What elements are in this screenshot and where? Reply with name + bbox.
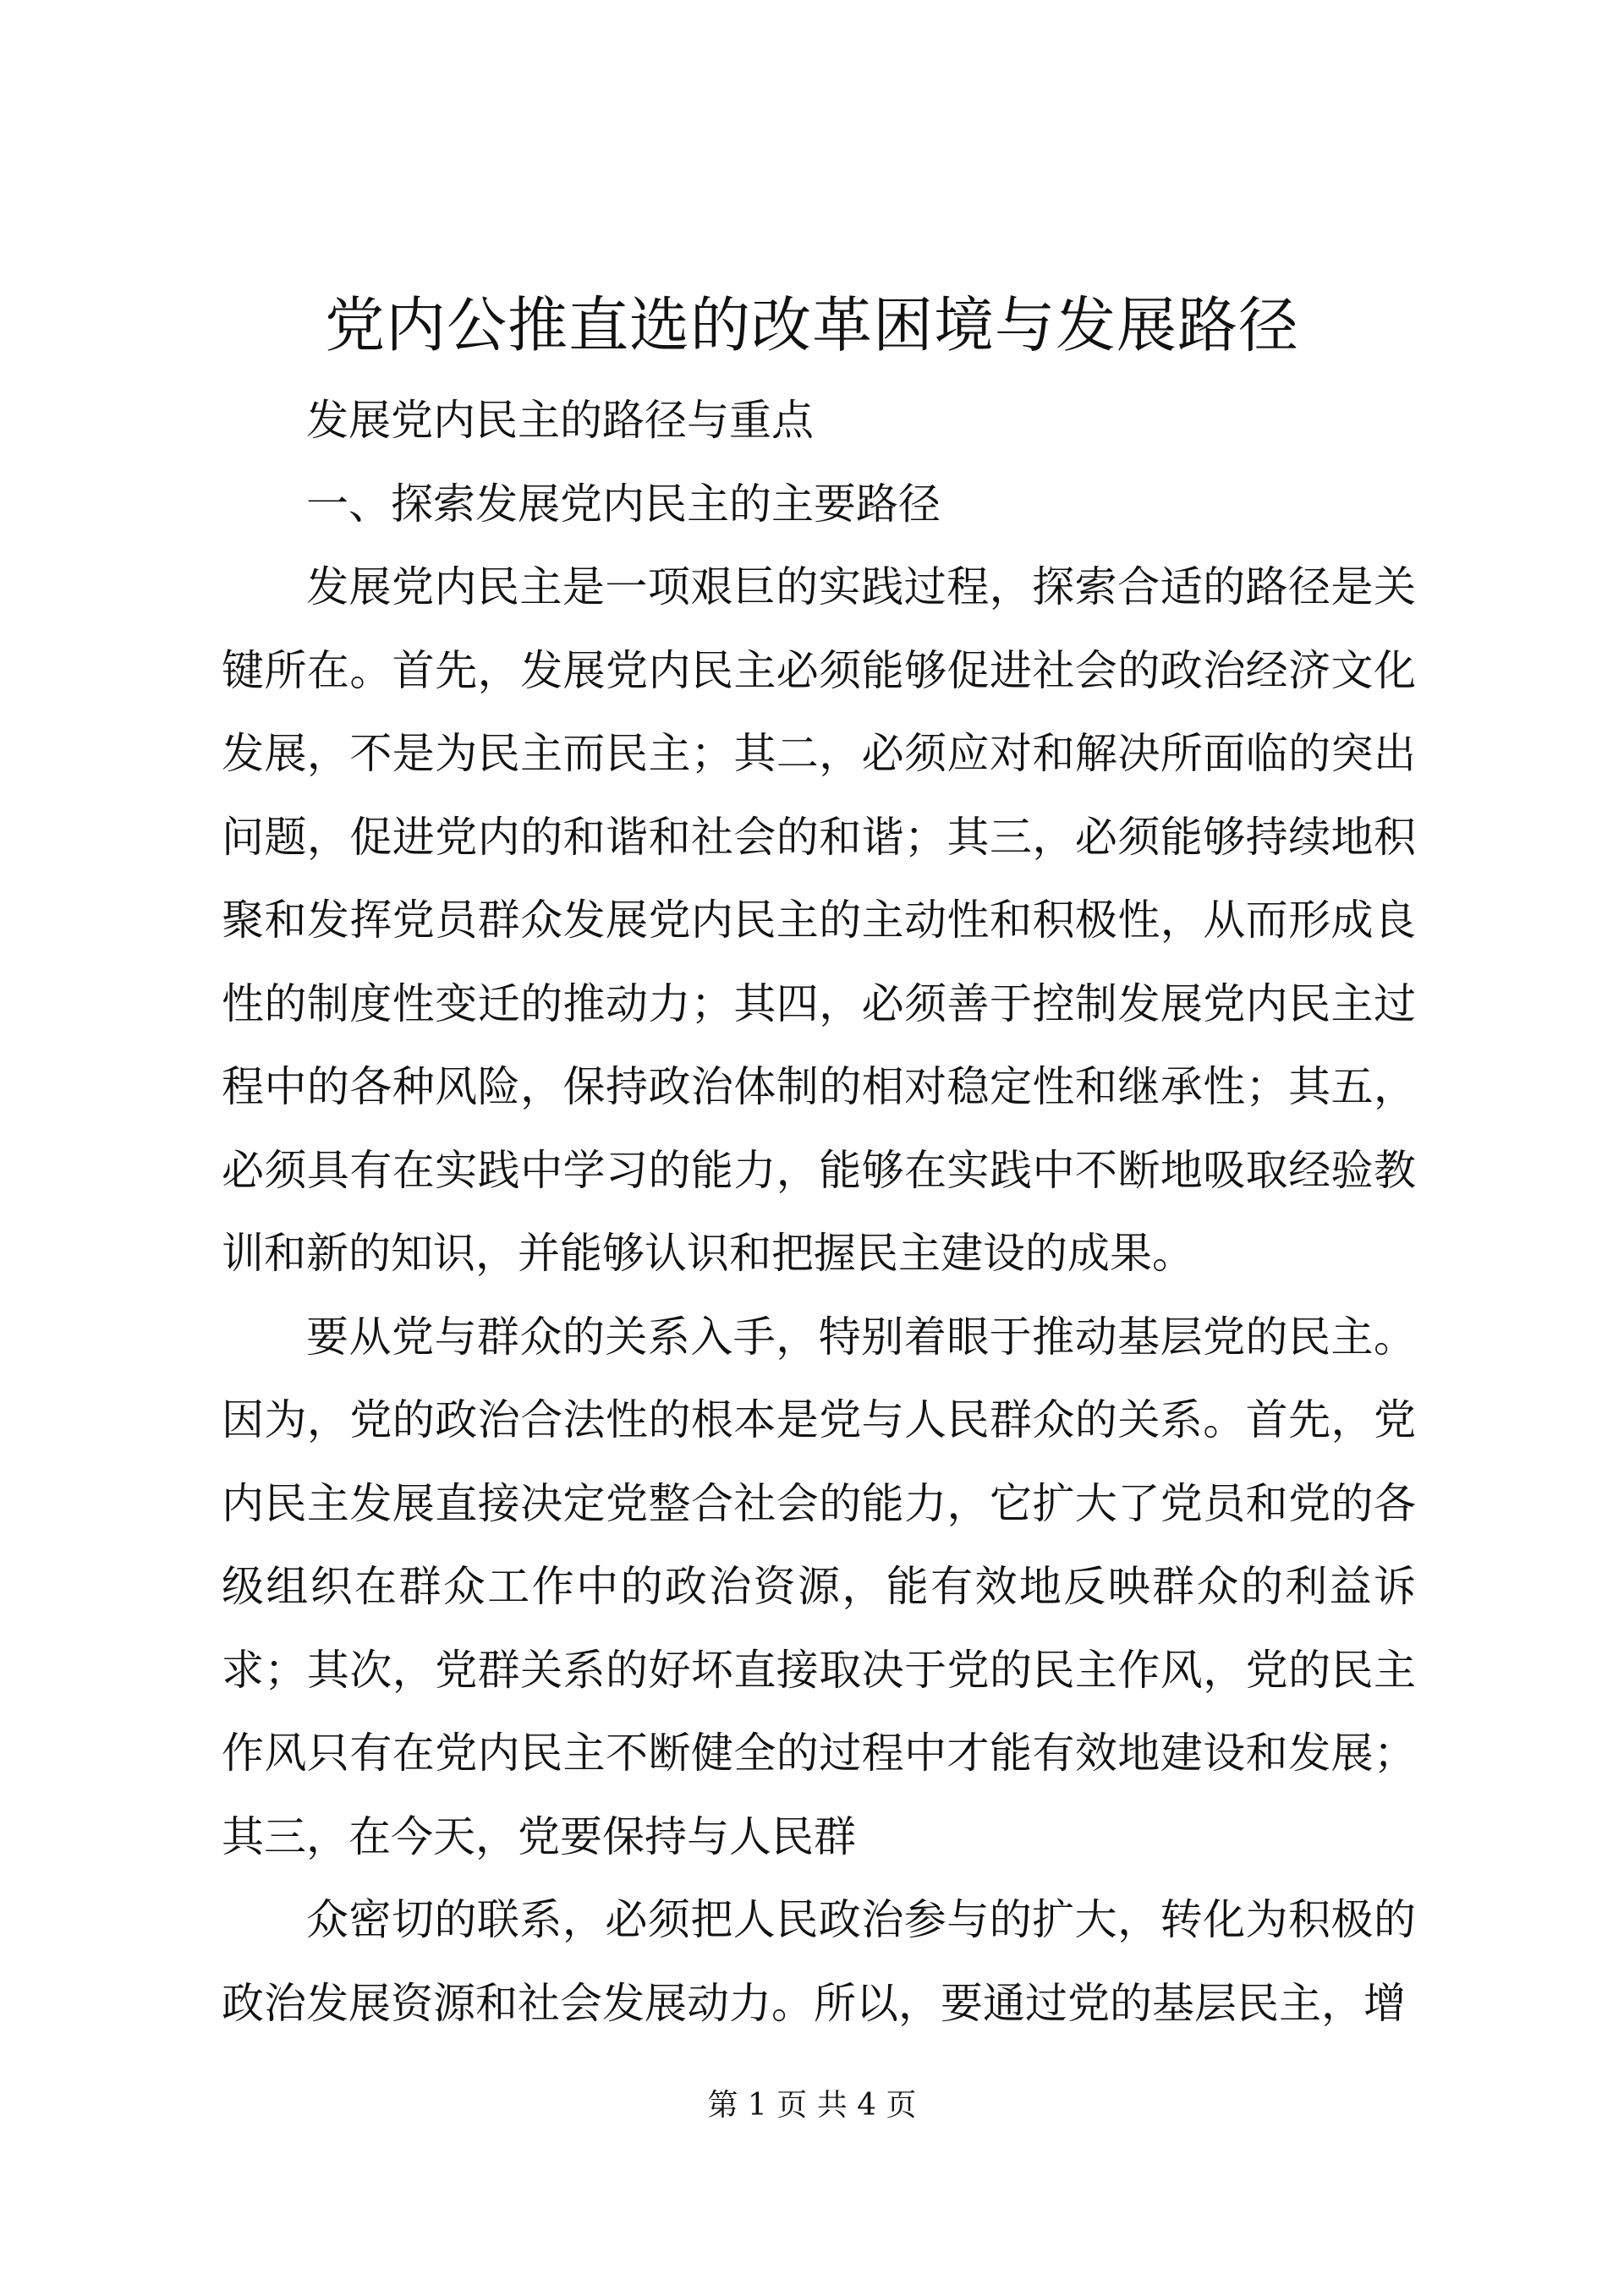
section-heading: 发展党内民主的路径与重点: [306, 396, 814, 445]
document-body: [222, 379, 1416, 2045]
page-number-footer: 第 1 页 共 4 页: [707, 2088, 917, 2123]
body-paragraph: 要从党与群众的关系入手，特别着眼于推动基层党的民主。因为，党的政治合法性的根本是党与人民群众的关系。首先，党内民主发展直接决定党整合社会的能力，它扩大了党员和党的各级组织在群众工作中的政治资源，能有效地反映群众的利益诉求；其次，党群关系的好坏直接取决于党的民主作风，党的民主作风只有在党内民主不断健全的过程中才能有效地建设和发展；其三，在今天，党要保持与人民群: [222, 1312, 1416, 1861]
body-paragraph: 众密切的联系，必须把人民政治参与的扩大，转化为积极的政治发展资源和社会发展动力。所以，要通过党的基层民主，增: [222, 1895, 1416, 2028]
body-paragraph: 发展党内民主是一项艰巨的实践过程，探索合适的路径是关键所在。首先，发展党内民主必须能够促进社会的政治经济文化发展，不是为民主而民主；其二，必须应对和解决所面临的突出问题，促进党内的和谐和社会的和谐；其三，必须能够持续地积聚和发挥党员群众发展党内民主的主动性和积极性，从而形成良性的制度性变迁的推动力；其四，必须善于控制发展党内民主过程中的各种风险，保持政治体制的相对稳定性和继承性；其五，必须具有在实践中学习的能力，能够在实践中不断地吸取经验教训和新的知识，并能够认识和把握民主建设的成果。: [222, 562, 1416, 1278]
subsection-heading: 一、探索发展党内民主的主要路径: [306, 479, 941, 529]
document-title: 党内公推直选的改革困境与发展路径: [324, 290, 1299, 360]
